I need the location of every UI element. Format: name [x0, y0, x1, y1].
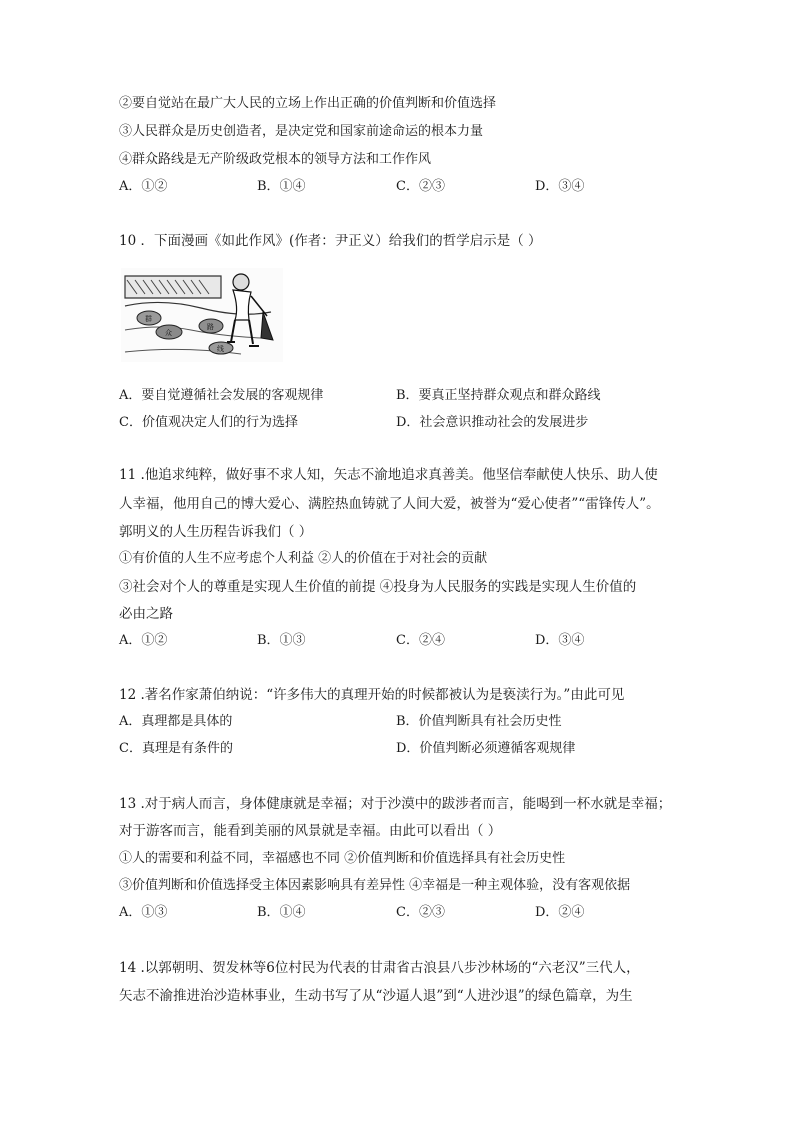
q13-line-1: 13 .对于病人而言，身体健康就是幸福；对于沙漠中的跋涉者而言，能喝到一杯水就是幸福； — [119, 796, 672, 812]
q13-option-c: C．②③ — [396, 905, 445, 920]
q11-option-c: C．②④ — [396, 633, 445, 648]
q9-statement-3: ③人民群众是历史创造者，是决定党和国家前途命运的根本力量 — [119, 124, 484, 139]
q12-option-d: D．价值判断必须遵循客观规律 — [396, 741, 576, 756]
q13-statements-2: ③价值判断和价值选择受主体因素影响具有差异性 ④幸福是一种主观体验，没有客观依据 — [119, 878, 631, 893]
q13-option-b: B．①④ — [257, 905, 306, 920]
q9-option-a: A．①② — [119, 179, 168, 194]
q13-option-d: D．②④ — [535, 905, 585, 920]
q11-statements-3: 必由之路 — [119, 606, 173, 622]
q12-option-c: C．真理是有条件的 — [119, 741, 233, 756]
q9-option-c: C．②③ — [396, 179, 445, 194]
q14-line-2: 矢志不渝推进治沙造林事业，生动书写了从“沙逼人退”到“人进沙退”的绿色篇章，为生 — [119, 988, 633, 1004]
stone-label-3: 路 — [207, 323, 214, 331]
q13-line-2: 对于游客而言，能看到美丽的风景就是幸福。由此可以看出（ ） — [119, 823, 502, 839]
q9-option-d: D．③④ — [535, 179, 585, 194]
q14-line-1: 14 .以郭朝明、贺发林等6位村民为代表的甘肃省古浪县八步沙林场的“六老汉”三代人， — [119, 960, 640, 976]
q11-line-2: 人幸福，他用自己的博大爱心、满腔热血铸就了人间大爱，被誉为“爱心使者”“雷锋传人”。 — [119, 496, 660, 512]
q12-option-a: A．真理都是具体的 — [119, 714, 233, 729]
q10-option-c: C．价值观决定人们的行为选择 — [119, 415, 298, 430]
q13-statements-1: ①人的需要和利益不同，幸福感也不同 ②价值判断和价值选择具有社会历史性 — [119, 851, 566, 866]
stone-label-4: 线 — [217, 345, 224, 353]
stone-label-2: 众 — [165, 329, 172, 337]
q12-stem: 12 .著名作家萧伯纳说：“许多伟大的真理开始的时候都被认为是亵渎行为。”由此可见 — [119, 687, 625, 703]
q11-line-3: 郭明义的人生历程告诉我们（ ） — [119, 524, 313, 540]
q10-stem: 10 ．下面漫画《如此作风》(作者：尹正义）给我们的哲学启示是（ ） — [119, 233, 542, 249]
stone-label-1: 群 — [145, 315, 152, 323]
q12-option-b: B．价值判断具有社会历史性 — [396, 714, 562, 729]
q13-option-a: A．①③ — [119, 905, 168, 920]
q10-option-a: A．要自觉遵循社会发展的客观规律 — [119, 388, 324, 403]
q9-statement-4: ④群众路线是无产阶级政党根本的领导方法和工作作风 — [119, 152, 432, 167]
q11-line-1: 11 .他追求纯粹，做好事不求人知，矢志不渝地追求真善美。他坚信奉献使人快乐、助人使 — [119, 467, 658, 483]
q10-option-b: B．要真正坚持群众观点和群众路线 — [396, 388, 601, 403]
q11-statements-1: ①有价值的人生不应考虑个人利益 ②人的价值在于对社会的贡献 — [119, 551, 488, 566]
cartoon-image — [121, 268, 283, 362]
q11-option-d: D．③④ — [535, 633, 585, 648]
q11-option-a: A．①② — [119, 633, 168, 648]
q9-statement-2: ②要自觉站在最广大人民的立场上作出正确的价值判断和价值选择 — [119, 96, 497, 111]
q10-option-d: D．社会意识推动社会的发展进步 — [396, 415, 589, 430]
q11-statements-2: ③社会对个人的尊重是实现人生价值的前提 ④投身为人民服务的实践是实现人生价值的 — [119, 579, 637, 595]
q11-option-b: B．①③ — [257, 633, 306, 648]
q9-option-b: B．①④ — [257, 179, 306, 194]
